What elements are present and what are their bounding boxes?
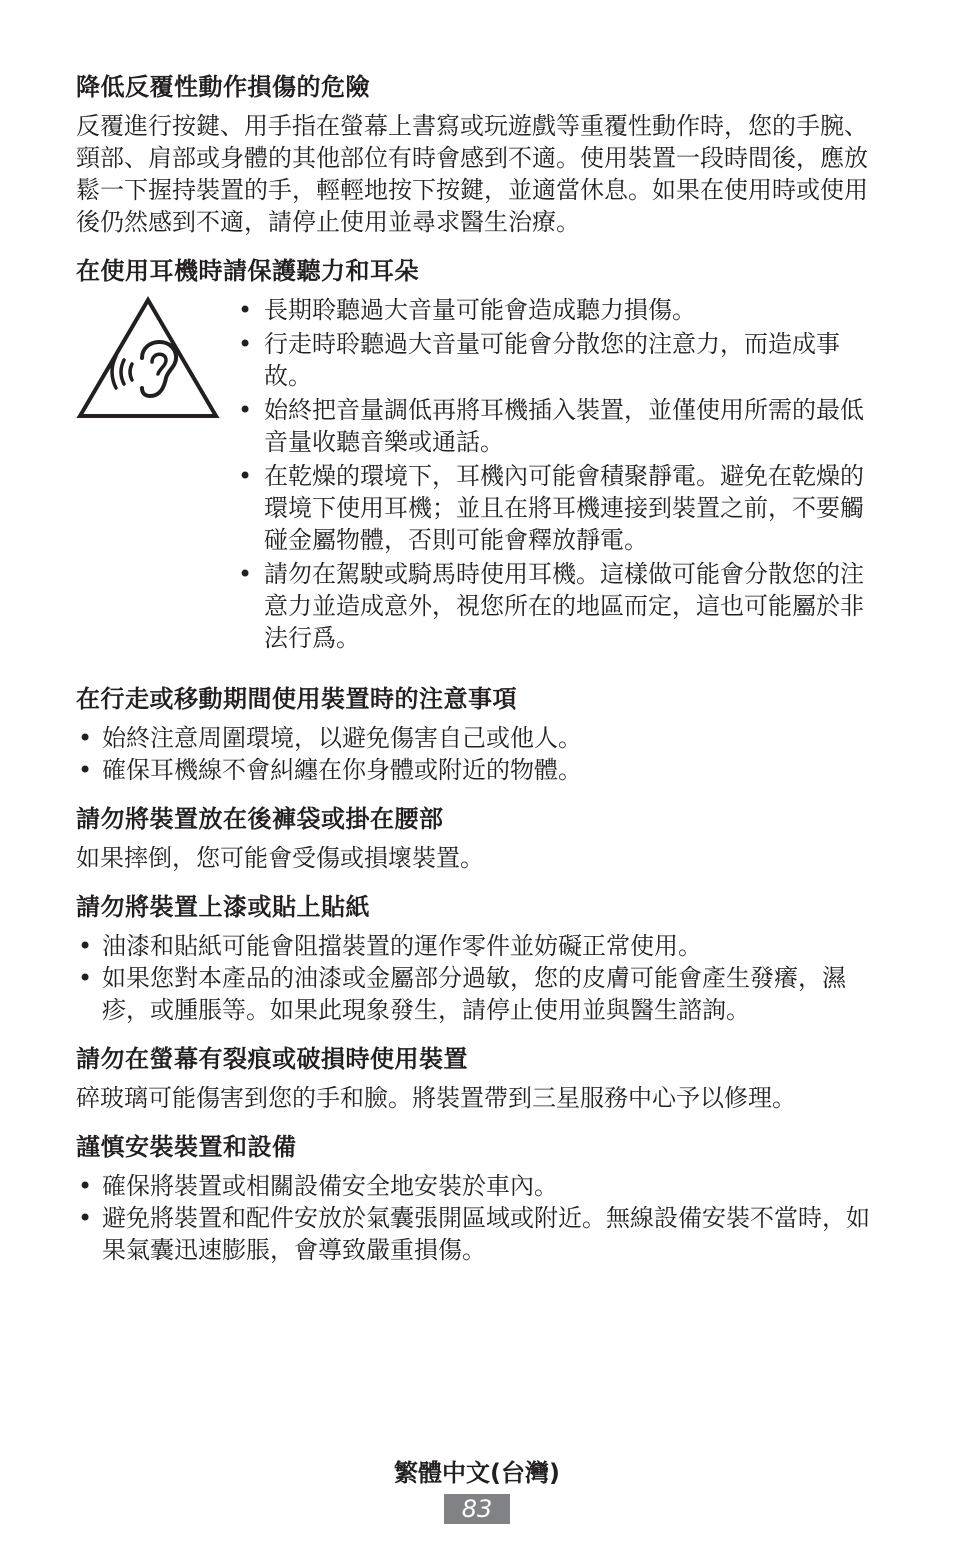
section-title: 降低反覆性動作損傷的危險 [76, 73, 370, 101]
hearing-warning-block [76, 294, 876, 656]
section-cracked-screen [76, 1042, 876, 1114]
page-content [76, 70, 876, 1282]
bullet-list [76, 1170, 876, 1266]
bullet-list [76, 930, 876, 1026]
list-item: • 避免將裝置和配件安放於氣囊張開區域或附近。無線設備安裝不當時，如果氣囊迅速膨脹，會導致嚴重損傷。 [76, 1202, 876, 1266]
section-walking-use [76, 682, 876, 786]
section-body: 反覆進行按鍵、用手指在螢幕上書寫或玩遊戲等重覆性動作時，您的手腕、頸部、肩部或身體的其他部位有時會感到不適。使用裝置一段時間後，應放鬆一下握持裝置的手，輕輕地按下按鍵，並適當休息。如果在使用時或使用後仍然感到不適，請停止使用並尋求醫生治療。 [76, 112, 868, 236]
list-item: • 確保將裝置或相關設備安全地安裝於車內。 [76, 1170, 876, 1202]
section-back-pocket [76, 802, 876, 874]
list-item: • 請勿在駕駛或騎馬時使用耳機。這樣做可能會分散您的注意力並造成意外，視您所在的地區而定，這也可能屬於非法行爲。 [236, 558, 876, 654]
section-body: 如果摔倒，您可能會受傷或損壞裝置。 [76, 844, 484, 872]
section-paint-stickers [76, 890, 876, 1026]
section-title: 謹慎安裝裝置和設備 [76, 1133, 297, 1161]
list-item: • 始終把音量調低再將耳機插入裝置，並僅使用所需的最低音量收聽音樂或通話。 [236, 394, 876, 458]
page-number: 83 [444, 1494, 510, 1524]
section-title: 請勿將裝置放在後褲袋或掛在腰部 [76, 805, 444, 833]
list-item: • 始終注意周圍環境，以避免傷害自己或他人。 [76, 722, 876, 754]
section-install-carefully [76, 1130, 876, 1266]
list-item: • 長期聆聽過大音量可能會造成聽力損傷。 [236, 294, 876, 326]
section-title: 請勿將裝置上漆或貼上貼紙 [76, 893, 370, 921]
section-hearing-protection [76, 254, 876, 656]
section-title: 請勿在螢幕有裂痕或破損時使用裝置 [76, 1045, 468, 1073]
section-repetitive-motion [76, 70, 876, 238]
hearing-warning-icon [76, 296, 220, 422]
list-item: • 確保耳機線不會糾纏在你身體或附近的物體。 [76, 754, 876, 786]
section-title: 在使用耳機時請保護聽力和耳朵 [76, 257, 419, 285]
page-footer [0, 1458, 954, 1524]
section-title: 在行走或移動期間使用裝置時的注意事項 [76, 685, 517, 713]
list-item: • 如果您對本產品的油漆或金屬部分過敏，您的皮膚可能會產生發癢，濕疹，或腫脹等。如果此現象發生，請停止使用並與醫生諮詢。 [76, 962, 876, 1026]
hearing-bullet-list [236, 294, 876, 656]
bullet-list [76, 722, 876, 786]
list-item: • 行走時聆聽過大音量可能會分散您的注意力，而造成事故。 [236, 328, 876, 392]
list-item: • 油漆和貼紙可能會阻擋裝置的運作零件並妨礙正常使用。 [76, 930, 876, 962]
list-item: • 在乾燥的環境下，耳機內可能會積聚靜電。避免在乾燥的環境下使用耳機；並且在將耳機連接到裝置之前，不要觸碰金屬物體，否則可能會釋放靜電。 [236, 460, 876, 556]
language-label: 繁體中文(台灣) [394, 1459, 560, 1487]
section-body: 碎玻璃可能傷害到您的手和臉。將裝置帶到三星服務中心予以修理。 [76, 1084, 796, 1112]
